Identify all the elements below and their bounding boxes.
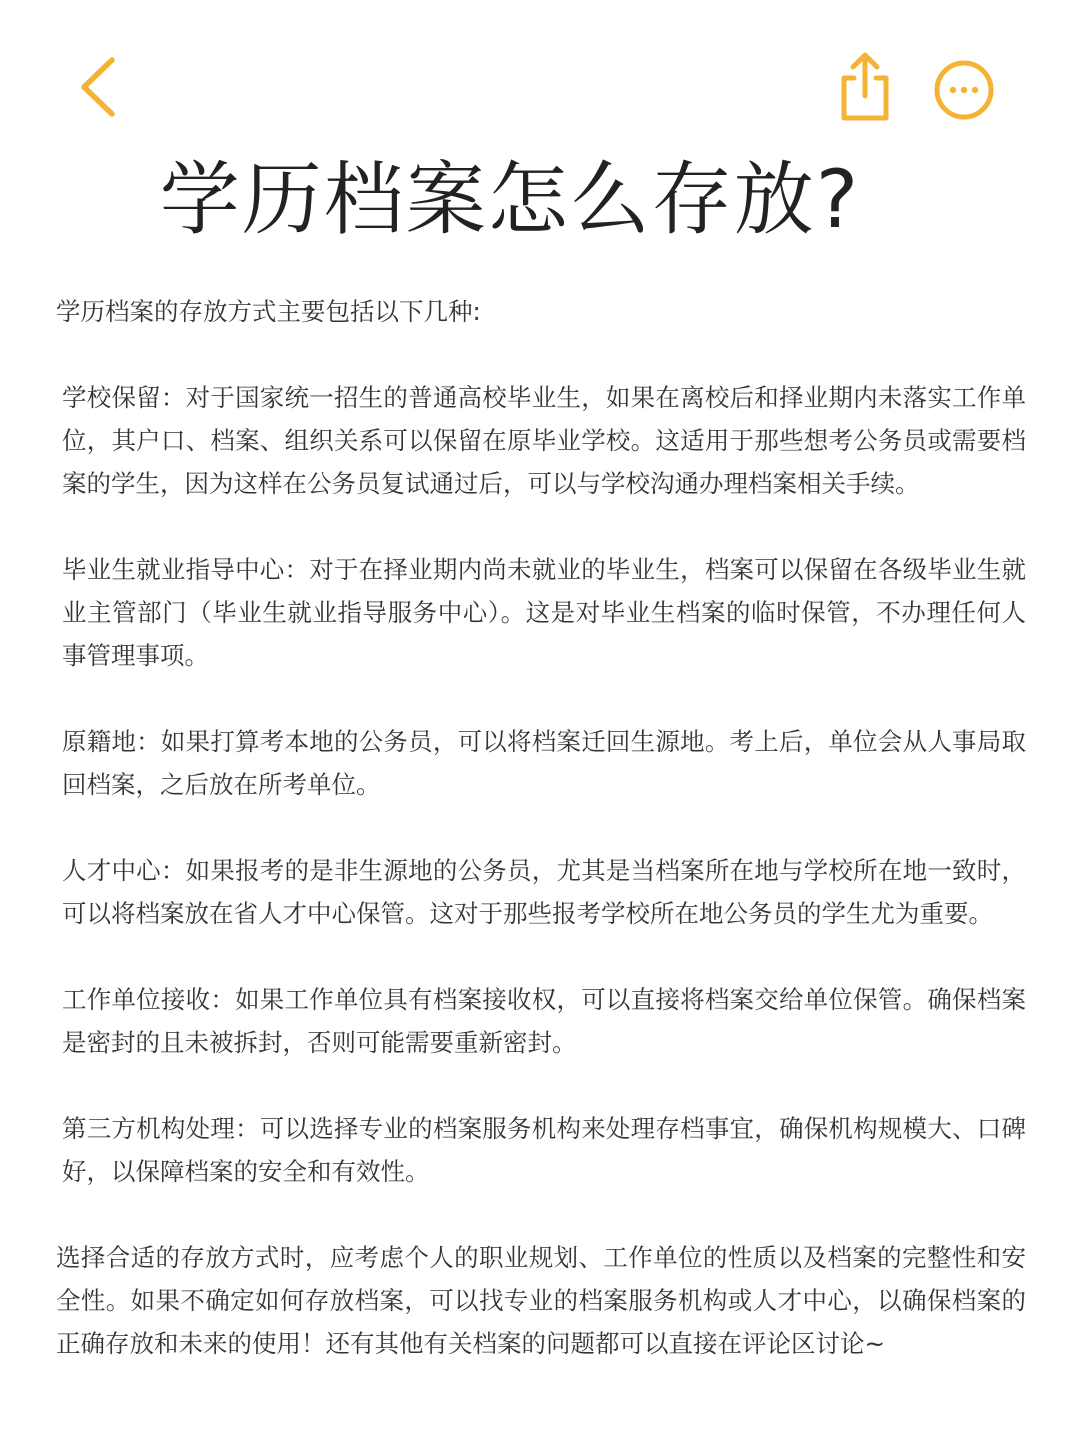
article-conclusion: 选择合适的存放方式时，应考虑个人的职业规划、工作单位的性质以及档案的完整性和安全性。如果不确定如何存放档案，可以找专业的档案服务机构或人才中心，以确保档案的正确存放和未来的使用！还有其他有关档案的问题都可以直接在评论区讨论~ (56, 1243, 1026, 1358)
section-paragraph-employment-center: 毕业生就业指导中心：对于在择业期内尚未就业的毕业生，档案可以保留在各级毕业生就业主管部门（毕业生就业指导服务中心）。这是对毕业生档案的临时保管，不办理任何人事管理事项。 (62, 555, 1026, 670)
article-title: 学历档案怎么存放? (159, 153, 861, 246)
share-upload-icon (832, 50, 898, 124)
article-intro: 学历档案的存放方式主要包括以下几种: (56, 297, 481, 326)
more-options-button[interactable] (930, 56, 998, 124)
section-paragraph-employer: 工作单位接收：如果工作单位具有档案接收权，可以直接将档案交给单位保管。确保档案是密封的且未被拆封，否则可能需要重新密封。 (62, 985, 1026, 1057)
share-button[interactable] (832, 50, 898, 124)
more-ellipsis-circle-icon (930, 56, 998, 124)
section-paragraph-hometown: 原籍地：如果打算考本地的公务员，可以将档案迁回生源地。考上后，单位会从人事局取回档案，之后放在所考单位。 (62, 727, 1026, 799)
top-navigation-bar (0, 0, 1080, 140)
section-paragraph-third-party: 第三方机构处理：可以选择专业的档案服务机构来处理存档事宜，确保机构规模大、口碑好，以保障档案的安全和有效性。 (62, 1114, 1026, 1186)
back-button[interactable] (68, 52, 128, 122)
article-body[interactable] (56, 290, 1026, 1408)
chevron-left-icon (68, 52, 128, 122)
section-paragraph-talent-center: 人才中心：如果报考的是非生源地的公务员，尤其是当档案所在地与学校所在地一致时，可以将档案放在省人才中心保管。这对于那些报考学校所在地公务员的学生尤为重要。 (62, 856, 1026, 928)
section-paragraph-school: 学校保留：对于国家统一招生的普通高校毕业生，如果在离校后和择业期内未落实工作单位，其户口、档案、组织关系可以保留在原毕业学校。这适用于那些想考公务员或需要档案的学生，因为这样在公务员复试通过后，可以与学校沟通办理档案相关手续。 (62, 383, 1026, 498)
